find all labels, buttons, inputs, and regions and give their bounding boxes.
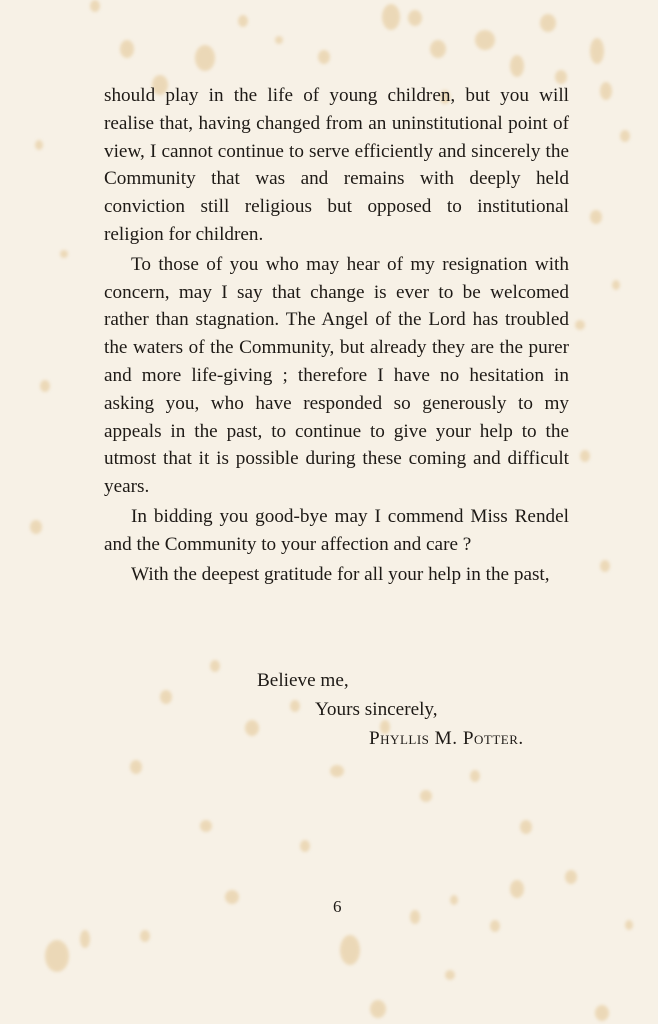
closing-line-yours: Yours sincerely, [315,699,438,720]
signature: Phyllis M. Potter. [369,728,524,749]
paragraph-1: should play in the life of young children, but you will realise that, having changed from an uninstitutional point of view, I cannot continue to serve efficiently and sincerely the Community that was and remains with deeply held conviction still religious but opposed to institutional religion for children. [104,85,569,245]
paragraph-4: With the deepest gratitude for all your help in the past, [131,563,550,585]
page-number: 6 [333,897,342,916]
paragraph-3: In bidding you good-bye may I commend Miss Rendel and the Community to your affection and care ? [104,505,569,555]
letter-body [104,82,569,588]
closing-line-believe: Believe me, [257,670,349,691]
paragraph-2: To those of you who may hear of my resignation with concern, may I say that change is ever to be welcomed rather than stagnation. The Angel of the Lord has troubled the waters of the Community, but already they are the purer and more life-giving ; therefore I have no hesitation in asking you, who have responded so generously to my appeals in the past, to continue to give your help to the utmost that it is possible during these coming and difficult years. [104,253,569,498]
